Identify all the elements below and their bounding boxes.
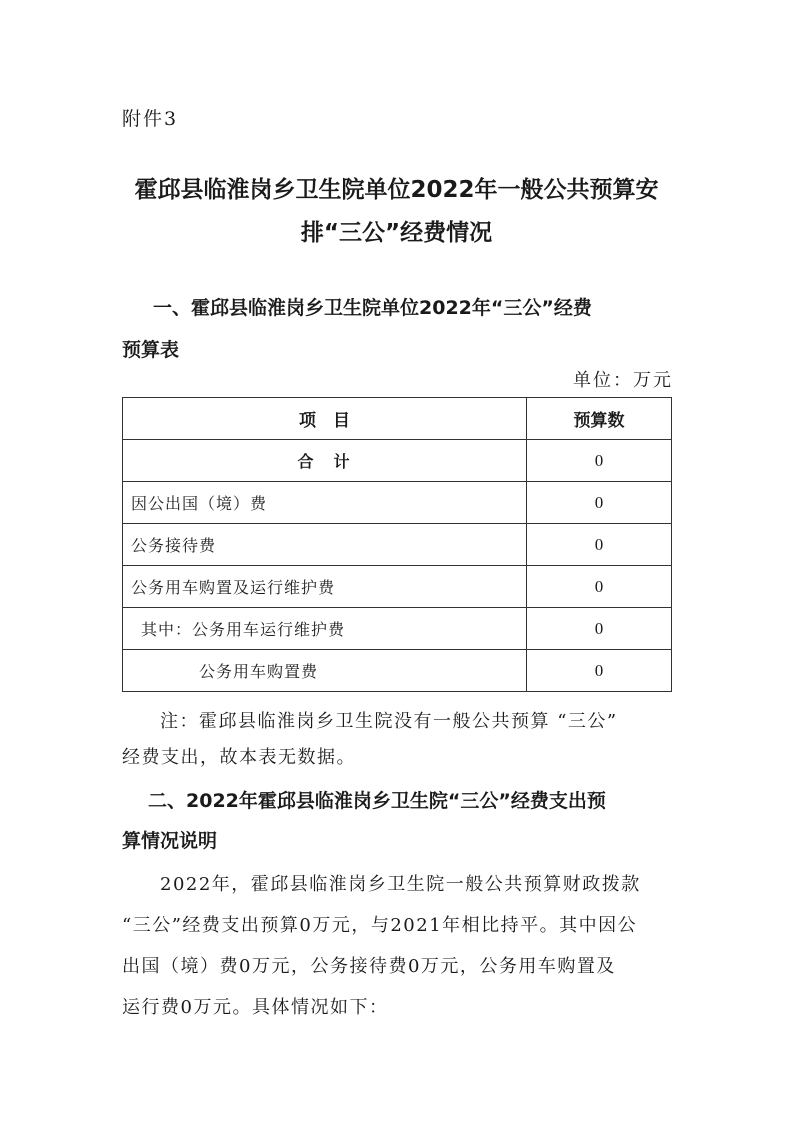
paragraph-line: 2022年，霍邱县临淮岗乡卫生院一般公共预算财政拨款	[160, 874, 641, 895]
header-item: 项 目	[123, 398, 527, 440]
row-value: 0	[527, 650, 672, 692]
row-value: 0	[527, 482, 672, 524]
section1-heading-line2: 预算表	[122, 339, 180, 361]
paragraph-line: 运行费0万元。具体情况如下：	[122, 997, 389, 1018]
table-note-line2: 经费支出，故本表无数据。	[122, 747, 356, 768]
row-label: 公务用车购置及运行维护费	[123, 566, 527, 608]
section2-heading-line2: 算情况说明	[122, 830, 218, 852]
row-value: 0	[527, 566, 672, 608]
section2-heading-line1: 二、2022年霍邱县临淮岗乡卫生院“三公”经费支出预	[148, 790, 606, 812]
row-value: 0	[527, 440, 672, 482]
page-title-line1: 霍邱县临淮岗乡卫生院单位2022年一般公共预算安	[134, 177, 659, 203]
attachment-label: 附件3	[122, 108, 179, 130]
row-label: 因公出国（境）费	[123, 482, 527, 524]
row-value: 0	[527, 524, 672, 566]
table-row-total	[123, 440, 672, 482]
table-note-line1: 注：霍邱县临淮岗乡卫生院没有一般公共预算 “三公”	[160, 711, 618, 732]
header-amount: 预算数	[527, 398, 672, 440]
page-title-line2: 排“三公”经费情况	[300, 220, 493, 246]
table-row	[123, 650, 672, 692]
row-label: 公务接待费	[123, 524, 527, 566]
paragraph-line: 出国（境）费0万元，公务接待费0万元，公务用车购置及	[122, 956, 616, 977]
table-row	[123, 482, 672, 524]
table-row	[123, 608, 672, 650]
paragraph-line: “三公”经费支出预算0万元，与2021年相比持平。其中因公	[122, 915, 638, 936]
table-row	[123, 566, 672, 608]
row-label: 其中：公务用车运行维护费	[123, 608, 527, 650]
table-header-row	[123, 398, 672, 440]
table-row	[123, 524, 672, 566]
budget-table	[122, 397, 672, 692]
row-label: 合 计	[123, 440, 527, 482]
row-value: 0	[527, 608, 672, 650]
unit-label: 单位：万元	[573, 370, 673, 391]
section1-heading-line1: 一、霍邱县临淮岗乡卫生院单位2022年“三公”经费	[153, 297, 592, 319]
row-label: 公务用车购置费	[123, 650, 527, 692]
